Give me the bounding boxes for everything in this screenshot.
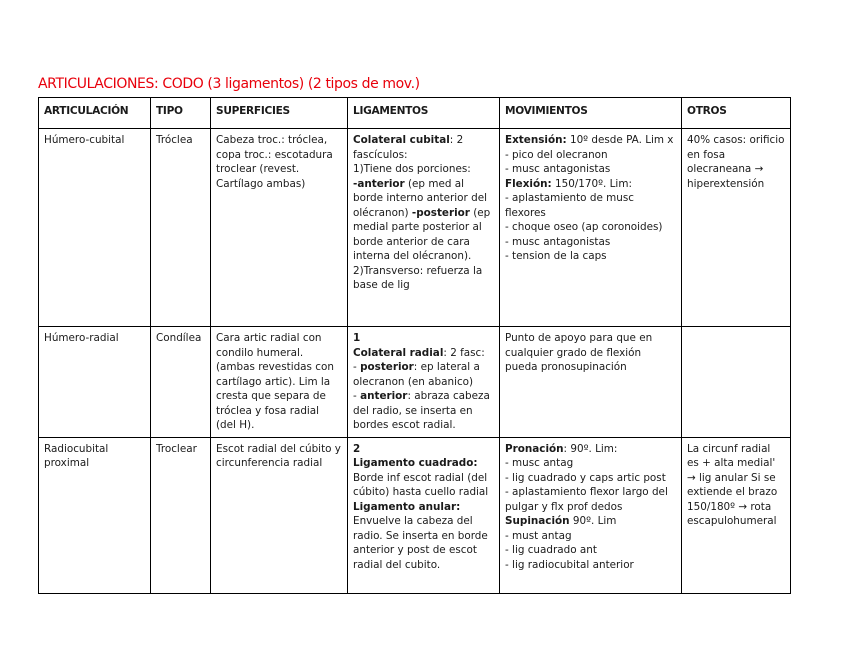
cell-movimientos bbox=[500, 437, 682, 593]
cell-superficies: Escot radial del cúbito y circunferencia radial bbox=[211, 437, 348, 593]
mov-line: Extensión: 10º desde PA. Lim x bbox=[505, 134, 674, 146]
lig-line: - posterior: ep lateral a olecranon (en abanico) bbox=[353, 361, 480, 388]
mov-line: - choque oseo (ap coronoides) bbox=[505, 221, 663, 233]
cell-superficies: Cabeza troc.: tróclea, copa troc.: escotadura troclear (revest. Cartílago ambas) bbox=[211, 129, 348, 327]
lig-line: 1 bbox=[353, 332, 361, 344]
mov-line: Pronación: 90º. Lim: bbox=[505, 442, 618, 455]
cell-ligamentos bbox=[348, 327, 500, 438]
mov-line: - aplastamiento de musc flexores bbox=[505, 192, 634, 219]
lig-line: - anterior: abraza cabeza del radio, se inserta en bordes escot radial. bbox=[353, 390, 490, 431]
mov-line: - tension de la caps bbox=[505, 250, 607, 262]
mov-line: - musc antag bbox=[505, 457, 574, 469]
table-row bbox=[39, 437, 791, 593]
mov-line: - pico del olecranon bbox=[505, 148, 608, 161]
header-otros: OTROS bbox=[682, 98, 791, 129]
cell-otros: 40% casos: orificio en fosa olecraneana → hiperextensión bbox=[682, 129, 791, 327]
mov-line: - lig radiocubital anterior bbox=[505, 558, 634, 571]
mov-line: - musc antagonistas bbox=[505, 163, 611, 175]
lig-line: -anterior (ep med al borde interno anterior del olécranon) -posterior (ep medial parte posterior al borde anterior de cara interna del olécranon). bbox=[353, 177, 491, 262]
cell-tipo: Troclear bbox=[151, 437, 211, 593]
lig-line: 2)Transverso: refuerza la base de lig bbox=[353, 264, 483, 291]
cell-movimientos bbox=[500, 129, 682, 327]
cell-movimientos: Punto de apoyo para que en cualquier grado de flexión pueda pronosupinación bbox=[500, 327, 682, 438]
lig-line: 2 bbox=[353, 442, 361, 455]
lig-line: Colateral cubital: 2 fascículos: bbox=[353, 134, 464, 161]
cell-ligamentos bbox=[348, 129, 500, 327]
cell-superficies: Cara artic radial con condilo humeral. (ambas revestidas con cartílago artic). Lim la cresta que separa de tróclea y fosa radial (del H). bbox=[211, 327, 348, 438]
cell-articulacion: Radiocubital proximal bbox=[39, 437, 151, 593]
lig-line: Colateral radial: 2 fasc: bbox=[353, 346, 485, 359]
mov-line: - musc antagonistas bbox=[505, 235, 611, 248]
header-tipo: TIPO bbox=[151, 98, 211, 129]
header-articulacion: ARTICULACIÓN bbox=[39, 98, 151, 129]
mov-line: Flexión: 150/170º. Lim: bbox=[505, 177, 632, 190]
joints-table bbox=[38, 97, 791, 594]
cell-tipo: Tróclea bbox=[151, 129, 211, 327]
header-superficies: SUPERFICIES bbox=[211, 98, 348, 129]
lig-line: 1)Tiene dos porciones: bbox=[353, 163, 471, 175]
cell-tipo: Condílea bbox=[151, 327, 211, 438]
lig-line: Envuelve la cabeza del radio. Se inserta en borde anterior y post de escot radial del cubito. bbox=[353, 515, 488, 571]
lig-line: Ligamento cuadrado: bbox=[353, 457, 478, 469]
header-ligamentos: LIGAMENTOS bbox=[348, 98, 500, 129]
mov-line: - must antag bbox=[505, 529, 572, 542]
document-title: ARTICULACIONES: CODO (3 ligamentos) (2 tipos de mov.) bbox=[38, 76, 420, 92]
header-movimientos: MOVIMIENTOS bbox=[500, 98, 682, 129]
lig-line: Ligamento anular: bbox=[353, 500, 461, 513]
mov-line: Supinación 90º. Lim bbox=[505, 515, 617, 527]
cell-articulacion: Húmero-radial bbox=[39, 327, 151, 438]
mov-line: - aplastamiento flexor largo del pulgar y flx prof dedos bbox=[505, 486, 668, 513]
table-row bbox=[39, 327, 791, 438]
cell-ligamentos bbox=[348, 437, 500, 593]
mov-line: - lig cuadrado ant bbox=[505, 544, 597, 556]
cell-articulacion: Húmero-cubital bbox=[39, 129, 151, 327]
lig-line: Borde inf escot radial (del cúbito) hasta cuello radial bbox=[353, 471, 489, 498]
cell-otros bbox=[682, 327, 791, 438]
cell-otros: La circunf radial es + alta medial' → lig anular Si se extiende el brazo 150/180º → rota escapulohumeral bbox=[682, 437, 791, 593]
mov-line: - lig cuadrado y caps artic post bbox=[505, 471, 666, 484]
table-row bbox=[39, 129, 791, 327]
table-header-row bbox=[39, 98, 791, 129]
